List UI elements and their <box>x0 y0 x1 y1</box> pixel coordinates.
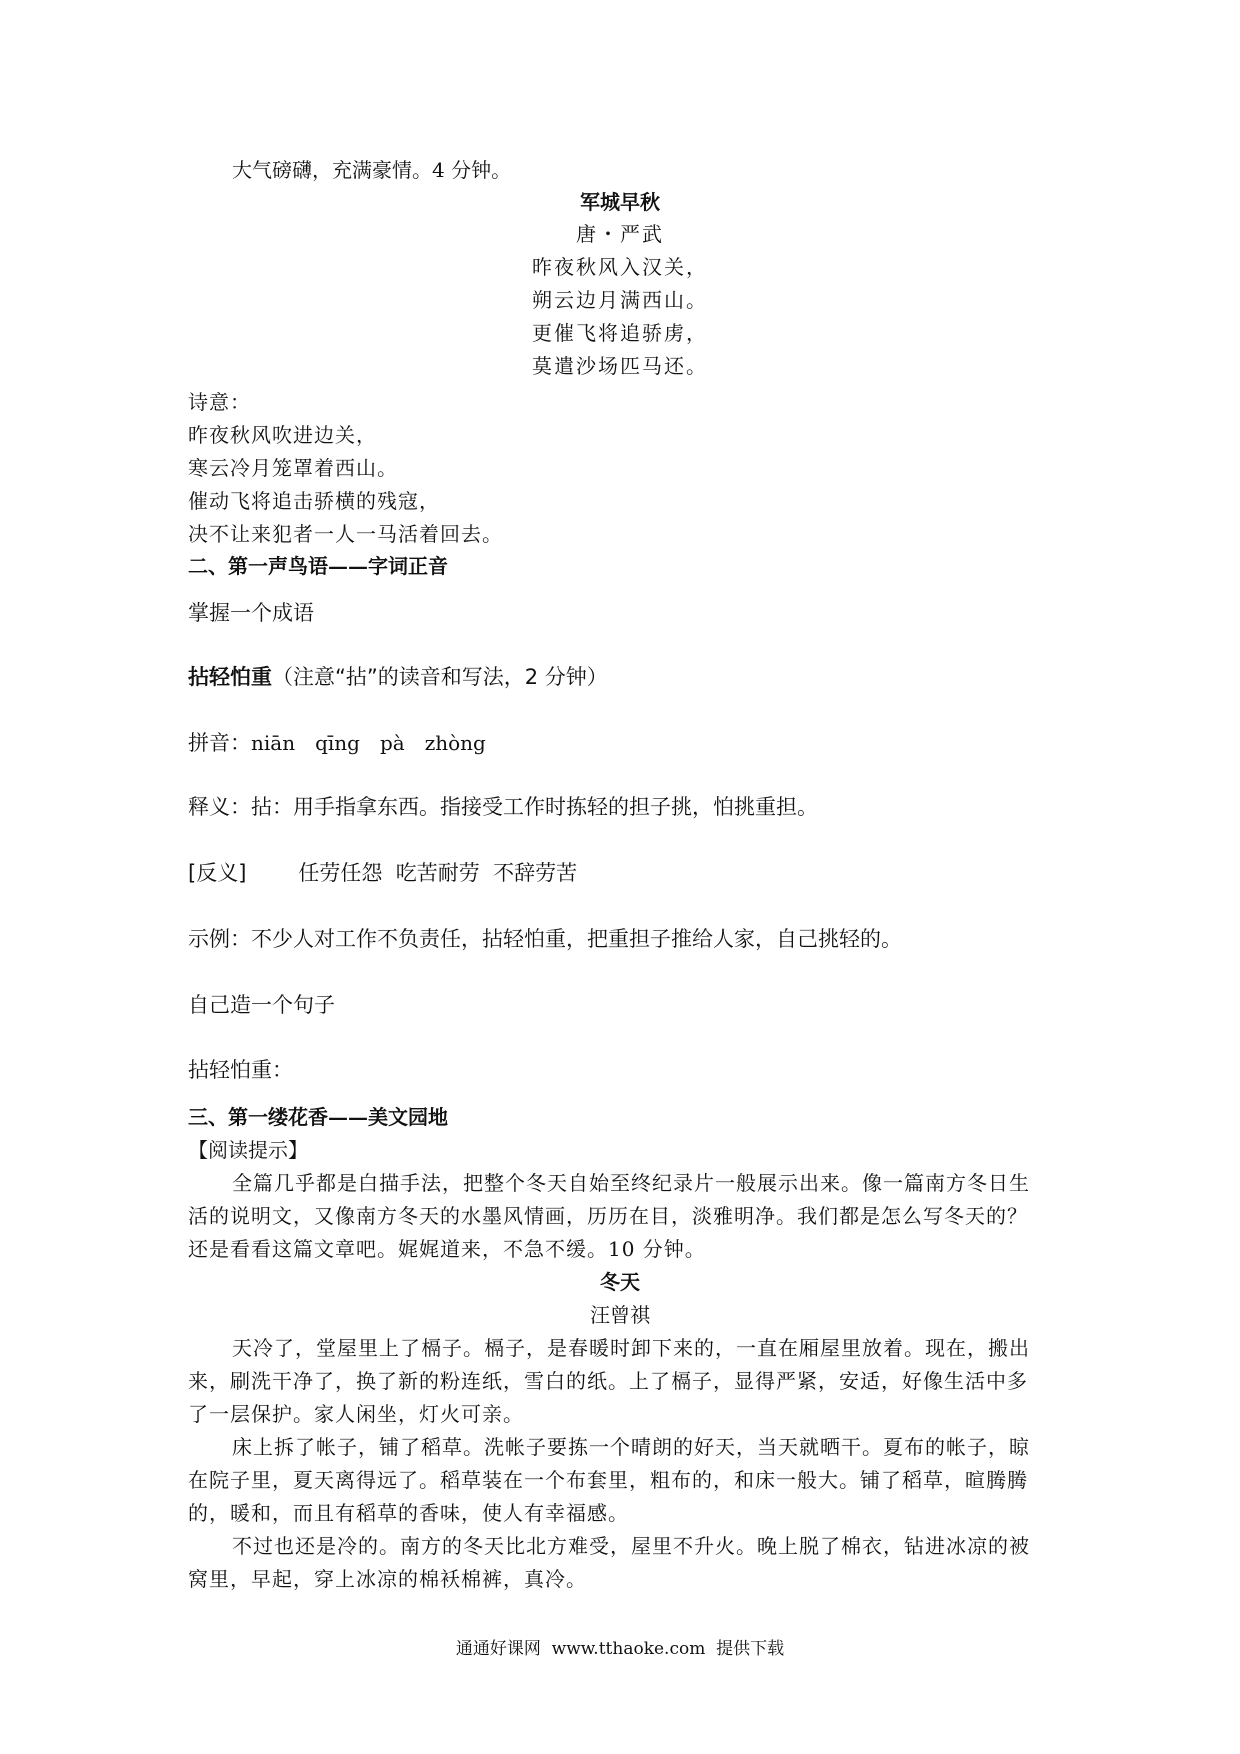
hint-line: 活的说明文，又像南方冬天的水墨风情画，历历在目，淡雅明净。我们都是怎么写冬天的？ <box>188 1204 1028 1228</box>
meaning-line: 催动飞将追击骄横的残寇， <box>188 489 440 513</box>
pinyin-syllable: pà <box>379 731 405 755</box>
poem-line: 更催飞将追骄虏， <box>532 321 708 345</box>
poem-line: 昨夜秋风入汉关， <box>532 255 708 279</box>
paragraph-line: 来，刷洗干净了，换了新的粉连纸，雪白的纸。上了槅子，显得严紧，安适，好像生活中多 <box>188 1369 1028 1393</box>
paragraph-line: 的，暖和，而且有稻草的香味，使人有幸福感。 <box>188 1501 629 1525</box>
antonym-line <box>188 857 577 887</box>
paragraph-line: 不过也还是冷的。南方的冬天比北方难受，屋里不升火。晚上脱了棉衣，钻进冰凉的被 <box>232 1534 1030 1558</box>
example-label: 示例： <box>188 927 251 951</box>
make-sentence-prompt: 自己造一个句子 <box>188 993 335 1017</box>
antonym-label: [反义] <box>188 861 247 885</box>
meaning-line: 寒云冷月笼罩着西山。 <box>188 456 398 480</box>
article-author: 汪曾祺 <box>590 1303 650 1327</box>
poem-title: 军城早秋 <box>580 190 660 214</box>
meaning-label: 诗意： <box>188 390 251 414</box>
antonym-list: 任劳任怨 吃苦耐劳 不辞劳苦 <box>298 861 578 885</box>
example-line <box>188 923 902 953</box>
idiom-note: （注意“拈”的读音和写法，2 分钟） <box>272 665 608 689</box>
section-subheading: 掌握一个成语 <box>188 601 314 625</box>
paragraph-line: 了一层保护。家人闲坐，灯火可亲。 <box>188 1402 524 1426</box>
page-footer: 通通好课网 www.tthaoke.com 提供下载 <box>455 1639 785 1659</box>
paragraph-line: 天冷了，堂屋里上了槅子。槅子，是春暖时卸下来的，一直在厢屋里放着。现在，搬出 <box>232 1336 1030 1360</box>
definition-text: 拈：用手指拿东西。指接受工作时拣轻的担子挑，怕挑重担。 <box>251 795 818 819</box>
paragraph-line: 在院子里，夏天离得远了。稻草装在一个布套里，粗布的，和床一般大。铺了稻草，暄腾腾 <box>188 1468 1028 1492</box>
paragraph-line: 窝里，早起，穿上冰凉的棉袄棉裤，真冷。 <box>188 1567 587 1591</box>
section-heading: 三、第一缕花香——美文园地 <box>188 1105 448 1129</box>
example-text: 不少人对工作不负责任，拈轻怕重，把重担子推给人家，自己挑轻的。 <box>251 927 902 951</box>
idiom-line <box>188 661 608 691</box>
hint-line: 全篇几乎都是白描手法，把整个冬天自始至终纪录片一般展示出来。像一篇南方冬日生 <box>232 1171 1030 1195</box>
poem-author: 唐・严武 <box>576 222 664 246</box>
pinyin-line <box>188 727 486 757</box>
pinyin-syllable: qīng <box>315 731 360 755</box>
meaning-line: 决不让来犯者一人一马活着回去。 <box>188 522 503 546</box>
hint-label: 【阅读提示】 <box>188 1138 308 1162</box>
poem-line: 莫遣沙场匹马还。 <box>532 354 708 378</box>
section-heading: 二、第一声鸟语——字词正音 <box>188 554 448 578</box>
idiom-word: 拈轻怕重 <box>188 665 272 689</box>
article-title: 冬天 <box>600 1270 640 1294</box>
meaning-line: 昨夜秋风吹进边关， <box>188 423 377 447</box>
poem-line: 朔云边月满西山。 <box>532 288 708 312</box>
pinyin-label: 拼音： <box>188 731 251 755</box>
fill-prompt: 拈轻怕重： <box>188 1058 293 1082</box>
paragraph-line: 床上拆了帐子，铺了稻草。洗帐子要拣一个晴朗的好天，当天就晒干。夏布的帐子，晾 <box>232 1435 1030 1459</box>
hint-line: 还是看看这篇文章吧。娓娓道来，不急不缓。10 分钟。 <box>188 1237 706 1261</box>
pinyin-syllable: niān <box>251 731 296 755</box>
intro-tail: 大气磅礴，充满豪情。4 分钟。 <box>232 158 512 182</box>
definition-label: 释义： <box>188 795 251 819</box>
pinyin-syllable: zhòng <box>424 731 486 755</box>
definition-line <box>188 791 818 821</box>
